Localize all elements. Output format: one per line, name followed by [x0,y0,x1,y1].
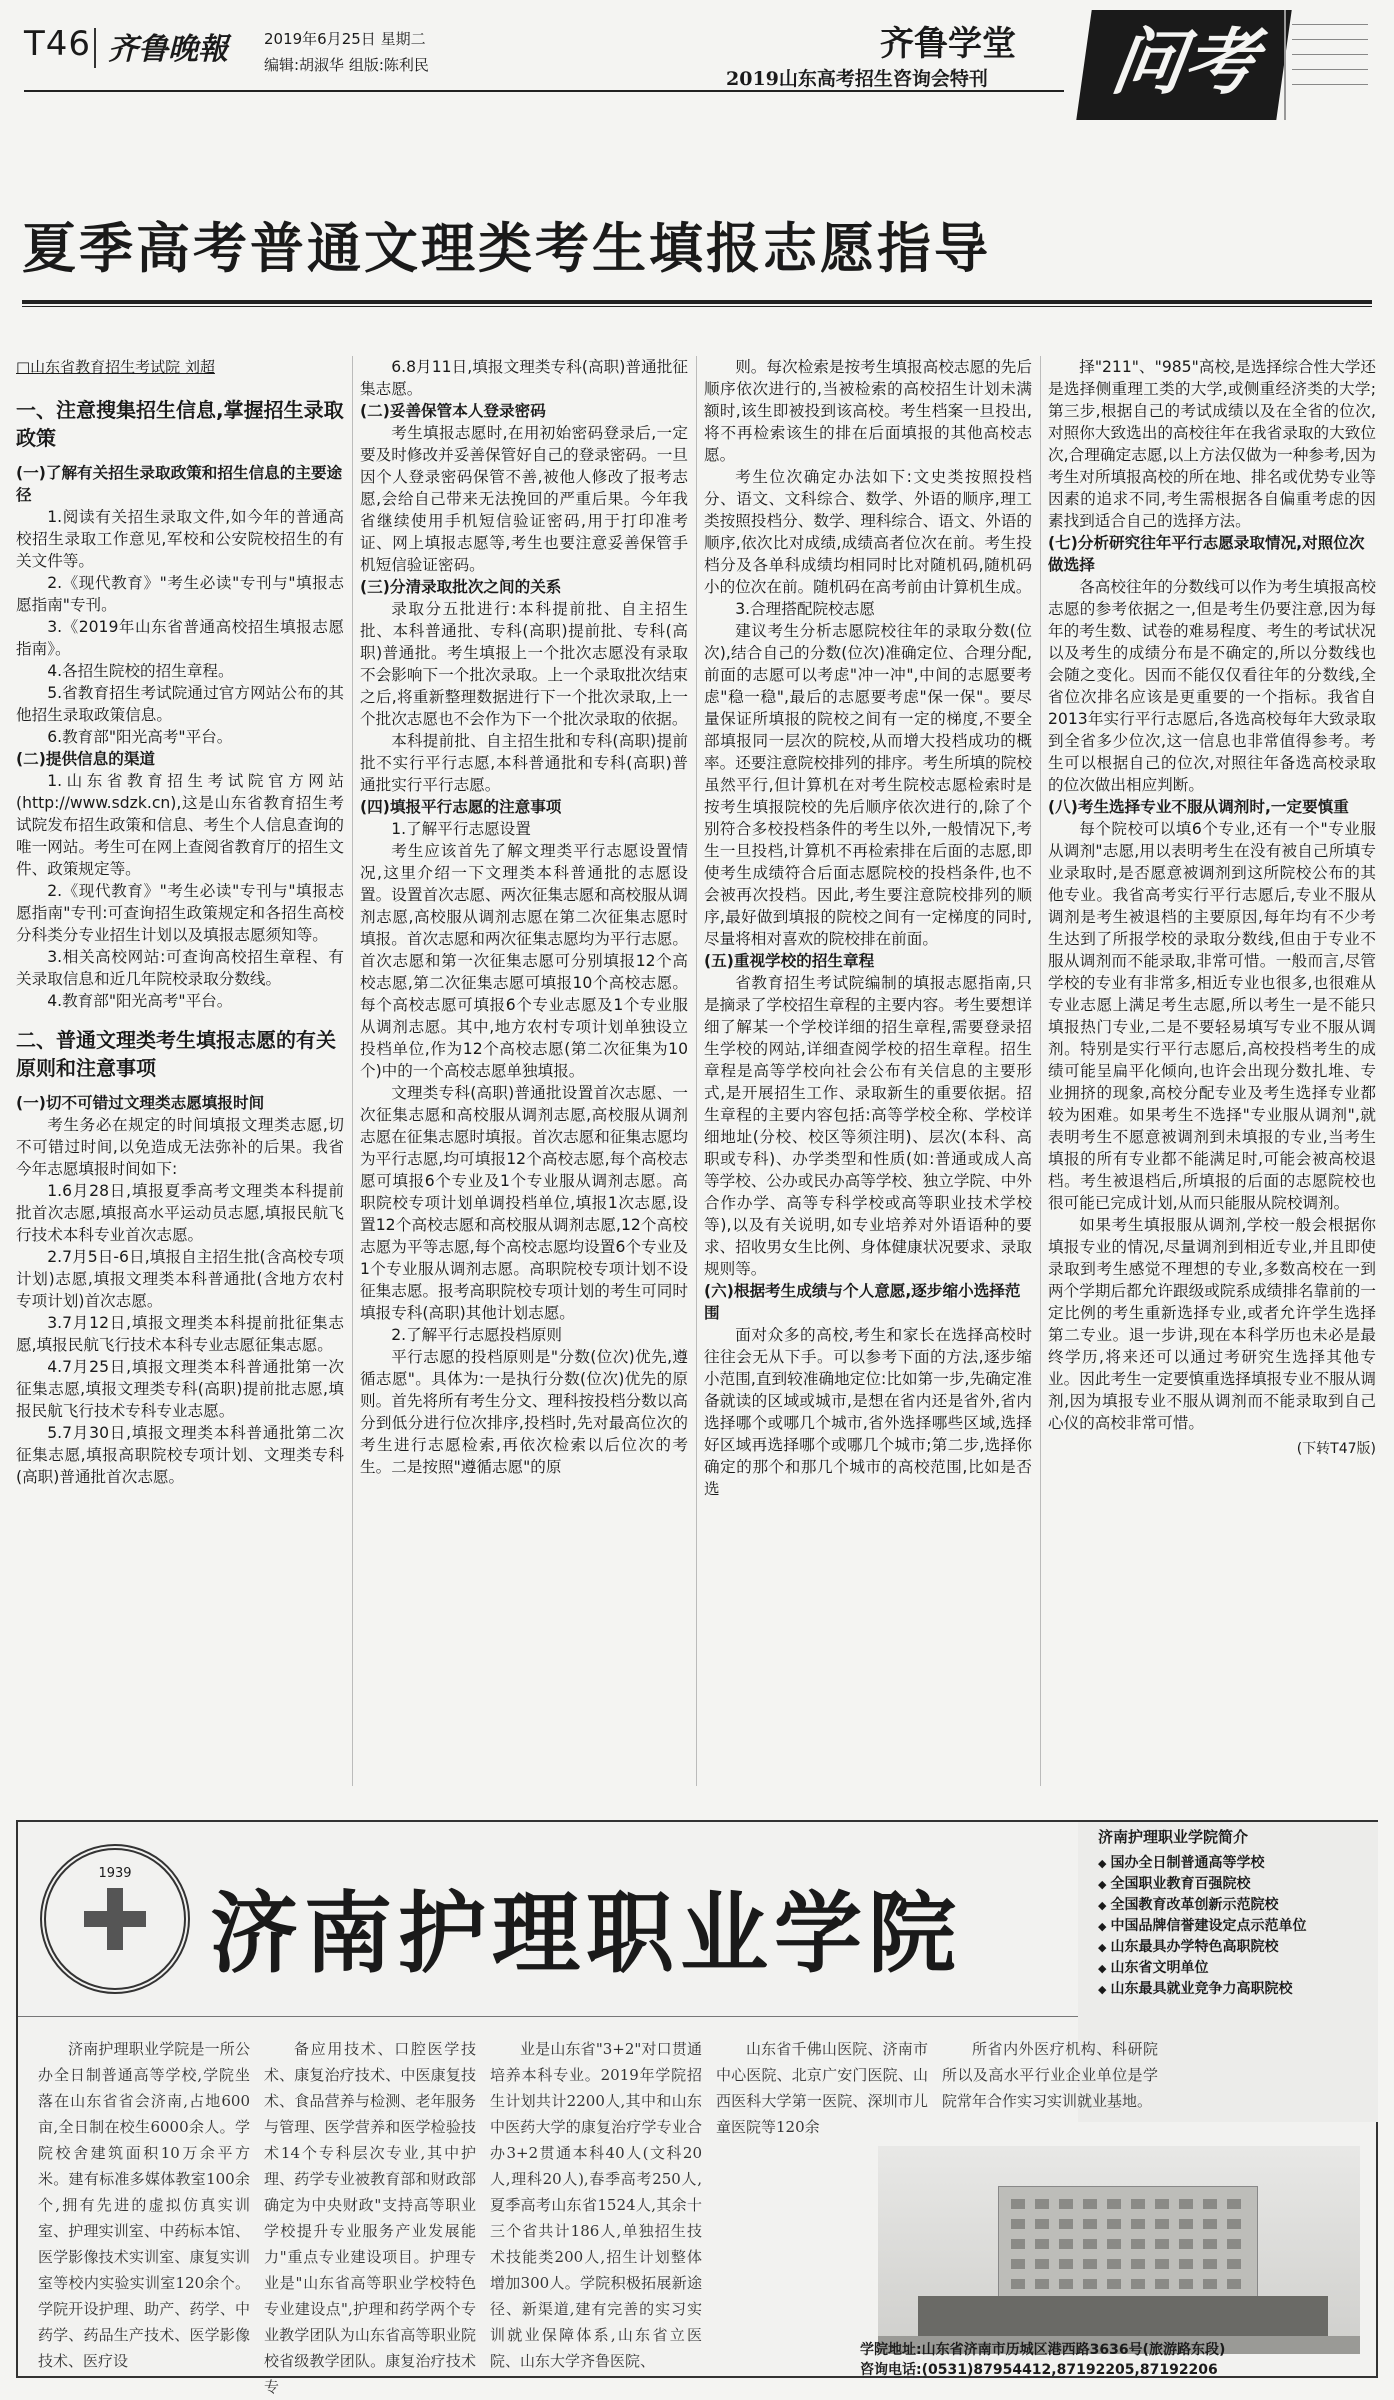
special-issue-title: 2019山东高考招生咨询会特刊 [726,68,988,90]
paragraph: 每个院校可以填6个专业,还有一个"专业服从调剂"志愿,用以表明考生在没有被自己所填专业录取时,是否愿意被调剂到这所院校公布的其他专业。我省高考实行平行志愿后,专业不服从调剂是考生被退档的主要原因,每年均有不少考生达到了所报学校的录取分数线,但由于专业不服从调剂而不能录取,非常可惜。一般而言,尽管学校的专业有非常多,相近专业也很多,也很难从专业志愿上满足考生志愿,所以考生一是不能只填报热门专业,二是不要轻易填写专业不服从调剂。特别是实行平行志愿后,高校投档考生的成绩可能呈扁平化倾向,也许会出现分数扎堆、专业拥挤的现象,高校分配专业及考生选择专业都较为困难。如果考生不选择"专业服从调剂",就表明考生不愿意被调剂到未填报的专业,当考生填报的所有专业都不能满足时,可能会被高校退档。考生被退档后,所填报的后面的志愿院校也很可能已完成计划,从而只能服从院校调剂。 [1048,820,1376,1212]
paragraph: 本科提前批、自主招生批和专科(高职)提前批不实行平行志愿,本科普通批和专科(高职)普通批实行平行志愿。 [360,732,688,794]
ad-title: 济南护理职业学院 [210,1881,963,1985]
newspaper-logo: 齐鲁晚報 [108,32,228,67]
campus-gate [918,2296,1328,2336]
section-heading: 一、注意搜集招生信息,掌握招生录取政策 [16,398,344,450]
paragraph: 2.7月5日-6日,填报自主招生批(含高校专项计划)志愿,填报文理类本科普通批(含地方农村专项计划)首次志愿。 [16,1248,344,1310]
campus-photo [878,2146,1360,2354]
paragraph: 则。每次检索是按考生填报高校志愿的先后顺序依次进行的,当被检索的高校招生计划未满额时,该生即被投到该高校。考生档案一旦投出,将不再检索该生的排在后面填报的其他高校志愿。 [704,358,1032,464]
paragraph: 1.6月28日,填报夏季高考文理类本科提前批首次志愿,填报高水平运动员志愿,填报民航飞行技术本科专业首次志愿。 [16,1182,344,1244]
article-column-1 [16,356,344,1796]
ad-text-column: 山东省千佛山医院、济南市中心医院、北京广安门医院、山西医科大学第一医院、深圳市儿童医院等120余 [716,2040,928,2136]
paragraph: 3.《2019年山东省普通高校招生填报志愿指南》。 [16,618,344,658]
paragraph: 考生务必在规定的时间填报文理类志愿,切不可错过时间,以免造成无法弥补的后果。我省今年志愿填报时间如下: [16,1116,344,1178]
page-headline: 夏季高考普通文理类考生填报志愿指导 [22,217,991,280]
headline-rule [22,300,1372,304]
continued-note: (下转T47版) [1296,1441,1376,1457]
paragraph: 建议考生分析志愿院校往年的录取分数(位次),结合自己的分数(位次)准确定位、合理分配,前面的志愿可以考虑"冲一冲",中间的志愿要考虑"稳一稳",最后的志愿要考虑"保一保"。要尽量保证所填报的院校之间有一定的梯度,不要全部填报同一层次的院校,从而增大投档成功的概率。还要注意院校排列的排序。考生所填的院校虽然平行,但计算机在对考生院校志愿检索时是按考生填报院校的先后顺序依次进行的,除了个别符合多校投档条件的考生以外,一般情况下,考生一旦投档,计算机不再检索排在后面的志愿,即使考生成绩符合后面志愿院校的投档条件,也不会被再次投档。因此,考生要注意院校排列的顺序,最好做到填报的院校之间有一定梯度的同时,尽量将相对喜欢的院校排在前面。 [704,622,1032,948]
paragraph: 省教育招生考试院编制的填报志愿指南,只是摘录了学校招生章程的主要内容。考生要想详细了解某一个学校详细的招生章程,需要登录招生学校的网站,详细查阅学校的招生章程。招生章程是高等学校向社会公布有关信息的主要形式,是开展招生工作、录取新生的重要依据。招生章程的主要内容包括:高等学校全称、学校详细地址(分校、校区等须注明)、层次(本科、高职或专科)、办学类型和性质(如:普通或成人高等学校、公办或民办高等学校、独立学院、中外合作办学、高等专科学校或高等职业技术学校等),以及有关说明,如专业培养对外语语种的要求、招收男女生比例、身体健康状况要求、录取规则等。 [704,974,1032,1278]
paragraph: 考生填报志愿时,在用初始密码登录后,一定要及时修改并妥善保管好自己的登录密码。一旦因个人登录密码保管不善,被他人修改了报考志愿,会给自己带来无法挽回的严重后果。今年我省继续使用手机短信验证密码,用于打印准考证、网上填报志愿等,考生也要注意妥善保管手机短信验证密码。 [360,424,688,574]
paragraph: 6.教育部"阳光高考"平台。 [47,728,233,746]
subsection-heading: (五)重视学校的招生章程 [704,952,875,970]
ad-address: 学院地址:山东省济南市历城区港西路3636号(旅游路东段) [860,2342,1226,2358]
subsection-heading: (三)分清录取批次之间的关系 [360,578,562,596]
column-name: 齐鲁学堂 [880,24,1016,64]
paragraph: 2.了解平行志愿投档原则 [391,1326,563,1344]
paragraph: 4.教育部"阳光高考"平台。 [47,992,233,1010]
masthead-divider [94,28,96,68]
paragraph: 录取分五批进行:本科提前批、自主招生批、本科普通批、专科(高职)提前批、专科(高职)普通批。考生填报上一个批次志愿没有录取不会影响下一个批次录取。上一个录取批次结束之后,将重新整理数据进行下一个批次录取,上一个批次志愿也不会作为下一个批次录取的依据。 [360,600,688,728]
honor-item: ◆ 全国教育改革创新示范院校 [1098,1895,1378,1916]
ad-text-column: 济南护理职业学院是一所公办全日制普通高等学校,学院坐落在山东省省会济南,占地600亩,全日制在校生6000余人。学院校舍建筑面积10万余平方米。建有标准多媒体教室100余个,拥有先进的虚拟仿真实训室、护理实训室、中药标本馆、医学影像技术实训室、康复实训室等校内实验实训室120余个。学院开设护理、助产、药学、中药学、药品生产技术、医学影像技术、医疗设 [38,2040,250,2370]
paragraph: 5.省教育招生考试院通过官方网站公布的其他招生录取政策信息。 [16,684,344,724]
paragraph: 4.各招生院校的招生章程。 [47,662,234,680]
honor-item: ◆ 国办全日制普通高等学校 [1098,1853,1378,1874]
subsection-heading: (七)分析研究往年平行志愿录取情况,对照位次做选择 [1048,534,1365,574]
editor-line: 编辑:胡淑华 组版:陈利民 [264,56,429,74]
article-body [16,356,1378,1796]
paragraph: 面对众多的高校,考生和家长在选择高校时往往会无从下手。可以参考下面的方法,逐步缩小范围,直到较准确地定位:比如第一步,先确定准备就读的区域或城市,是想在省内还是省外,省内选择哪个或哪几个城市,省外选择哪些区域,选择好区域再选择哪个或哪几个城市;第二步,选择你确定的那个和那几个城市的高校范围,比如是否选 [704,1326,1032,1498]
paragraph: 考生应该首先了解文理类平行志愿设置情况,这里介绍一下文理类本科普通批的志愿设置。设置首次志愿、两次征集志愿和高校服从调剂志愿,高校服从调剂志愿在第二次征集志愿时填报。首次志愿和两次征集志愿均为平行志愿。首次志愿和第一次征集志愿可分别填报12个高校志愿,第二次征集志愿可填报10个高校志愿。每个高校志愿可填报6个专业志愿及1个专业服从调剂志愿。其中,地方农村专项计划单独设立投档单位,作为12个高校志愿(第二次征集为10个)中的一个高校志愿单独填报。 [360,842,688,1080]
date-line: 2019年6月25日 星期二 [264,30,426,48]
ad-divider [18,2016,1078,2017]
paragraph: 考生位次确定办法如下:文史类按照投档分、语文、文科综合、数学、外语的顺序,理工类按照投档分、数学、理科综合、语文、外语的顺序,依次比对成绩,成绩高者位次在前。考生投档分及各单科成绩均相同时比对随机码,随机码小的位次在前。随机码在高考前由计算机生成。 [704,468,1032,596]
masthead [24,14,1370,104]
article-column-2 [360,356,688,1796]
subsection-heading: (二)妥善保管本人登录密码 [360,402,546,420]
campus-building [998,2186,1258,2306]
paragraph: 平行志愿的投档原则是"分数(位次)优先,遵循志愿"。具体为:一是执行分数(位次)优先的原则。首先将所有考生分文、理科按投档分数以高分到低分进行位次排序,投档时,先对最高位次的考生进行志愿检索,再依次检索以后位次的考生。二是按照"遵循志愿"的原 [360,1348,688,1476]
paragraph: 3.合理搭配院校志愿 [735,600,875,618]
subsection-heading: (二)提供信息的渠道 [16,750,156,768]
column-divider [1040,356,1041,1786]
emblem-year: 1939 [98,1866,132,1881]
paragraph: 2.《现代教育》"考生必读"专刊与"填报志愿指南"专刊。 [16,574,344,614]
subsection-heading: (六)根据考生成绩与个人意愿,逐步缩小选择范围 [704,1282,1021,1322]
advertisement [16,1820,1378,2396]
paragraph: 1.山东省教育招生考试院官方网站(http://www.sdzk.cn),这是山东省教育招生考试院发布招生政策和信息、考生个人信息查询的唯一网站。考生可在网上查阅省教育厅的招生文件、政策规定等。 [16,772,344,878]
column-divider [696,356,697,1786]
subsection-heading: (四)填报平行志愿的注意事项 [360,798,562,816]
section-logo: 问考 [1076,10,1291,120]
byline: □山东省教育招生考试院 刘超 [16,358,215,376]
subsection-heading: (一)切不可错过文理类志愿填报时间 [16,1094,265,1112]
paragraph: 择"211"、"985"高校,是选择综合性大学还是选择侧重理工类的大学,或侧重经济类的大学;第三步,根据自己的考试成绩以及在全省的位次,对照你大致选出的高校往年在我省录取的大致位次,合理确定志愿,以上方法仅做为一种参考,因为考生对所填报高校的所在地、排名或优势专业等因素的追求不同,考生需根据各自偏重考虑的因素找到适合自己的选择方法。 [1048,358,1376,530]
honor-item: ◆ 山东最具就业竞争力高职院校 [1098,1979,1378,2000]
ad-text-column: 备应用技术、口腔医学技术、康复治疗技术、中医康复技术、食品营养与检测、老年服务与管理、医学营养和医学检验技术14个专科层次专业,其中护理、药学专业被教育部和财政部确定为中央财政"支持高等职业学校提升专业服务产业发展能力"重点专业建设项目。护理专业是"山东省高等职业学校特色专业建设点",护理和药学两个专业教学团队为山东省高等职业院校省级教学团队。康复治疗技术专 [264,2040,476,2396]
subsection-heading: (八)考生选择专业不服从调剂时,一定要慎重 [1048,798,1349,816]
article-column-4 [1048,356,1376,1796]
ad-intro-title: 济南护理职业学院简介 [1098,1828,1249,1846]
ad-contact [860,2340,1225,2380]
masthead-decoration [1284,10,1374,120]
paragraph: 文理类专科(高职)普通批设置首次志愿、一次征集志愿和高校服从调剂志愿,高校服从调剂志愿在征集志愿时填报。首次志愿和征集志愿均为平行志愿,均可填报12个高校志愿,每个高校志愿可填报6个专业及1个专业服从调剂志愿。高职院校专项计划单调投档单位,填报1次志愿,设置12个高校志愿和高校服从调剂志愿,12个高校志愿为平等志愿,每个高校志愿均设置6个专业及1个专业服从调剂志愿。高职院校专项计划不设征集志愿。报考高职院校专项计划的考生可同时填报专科(高职)其他计划志愿。 [360,1084,688,1322]
ad-text-column: 所省内外医疗机构、科研院所以及高水平行业企业单位是学院常年合作实习实训就业基地。 [942,2040,1158,2110]
article-column-3 [704,356,1032,1796]
honor-item: ◆ 山东最具办学特色高职院校 [1098,1937,1378,1958]
paragraph: 6.8月11日,填报文理类专科(高职)普通批征集志愿。 [360,358,688,398]
paragraph: 1.了解平行志愿设置 [391,820,531,838]
page-number: T46 [24,24,92,64]
paragraph: 5.7月30日,填报文理类本科普通批第二次征集志愿,填报高职院校专项计划、文理类专科(高职)普通批首次志愿。 [16,1424,344,1486]
paragraph: 4.7月25日,填报文理类本科普通批第一次征集志愿,填报文理类专科(高职)提前批志愿,填报民航飞行技术专科专业志愿。 [16,1358,344,1420]
honor-item: ◆ 山东省文明单位 [1098,1958,1378,1979]
section-heading: 二、普通文理类考生填报志愿的有关原则和注意事项 [16,1028,336,1080]
honor-item: ◆ 中国品牌信誉建设定点示范单位 [1098,1916,1378,1937]
honor-item: ◆ 全国职业教育百强院校 [1098,1874,1378,1895]
headline-rule-thin [22,306,1372,307]
paragraph: 各高校往年的分数线可以作为考生填报高校志愿的参考依据之一,但是考生仍要注意,因为每年的考生数、试卷的难易程度、考生的考试状况以及考生的成绩分布是不确定的,所以分数线也会随之变化。因而不能仅仅看往年的分数线,全省位次排名应该是更重要的一个指标。我省自2013年实行平行志愿后,各选高校每年大致录取到全省多少位次,这一信息也非常值得参考。考生可以根据自己的位次,对照往年备选高校录取的位次做出相应判断。 [1048,578,1376,794]
masthead-rule [24,90,1064,92]
ad-phone: 咨询电话:(0531)87954412,87192205,87192206 [860,2362,1218,2378]
honors-list [1098,1853,1378,2000]
paragraph: 3.7月12日,填报文理类本科提前批征集志愿,填报民航飞行技术本科专业志愿征集志愿。 [16,1314,344,1354]
subsection-heading: (一)了解有关招生录取政策和招生信息的主要途径 [16,464,343,504]
column-divider [352,356,353,1786]
school-emblem [40,1844,190,1994]
paragraph: 如果考生填报服从调剂,学校一般会根据你填报专业的情况,尽量调剂到相近专业,并且即使录取到考生感觉不理想的专业,多数高校在一到两个学期后都允许跟级或院系成绩排名靠前的一定比例的考生重新选择专业,或者允许学生选择第二专业。退一步讲,现在本科学历也未必是最终学历,将来还可以通过考研究生选择其他专业。因此考生一定要慎重选择填报专业不服从调剂,因为填报专业不服从调剂而不能录取到自己心仪的高校非常可惜。 [1048,1216,1376,1432]
paragraph: 2.《现代教育》"考生必读"专刊与"填报志愿指南"专刊:可查询招生政策规定和各招生高校分科类分专业招生计划以及填报志愿须知等。 [16,882,344,944]
paragraph: 3.相关高校网站:可查询高校招生章程、有关录取信息和近几年院校录取分数线。 [16,948,344,988]
paragraph: 1.阅读有关招生录取文件,如今年的普通高校招生录取工作意见,军校和公安院校招生的有关文件等。 [16,508,344,570]
ad-text-column: 业是山东省"3+2"对口贯通培养本科专业。2019年学院招生计划共计2200人,其中和山东中医药大学的康复治疗学专业合办3+2贯通本科40人(文科20人,理科20人),春季高考250人,夏季高考山东省1524人,其余十三个省共计186人,单独招生技术技能类200人,招生计划整体增加300人。学院积极拓展新途径、新渠道,建有完善的实习实训就业保障体系,山东省立医院、山东大学齐鲁医院、 [490,2040,702,2370]
